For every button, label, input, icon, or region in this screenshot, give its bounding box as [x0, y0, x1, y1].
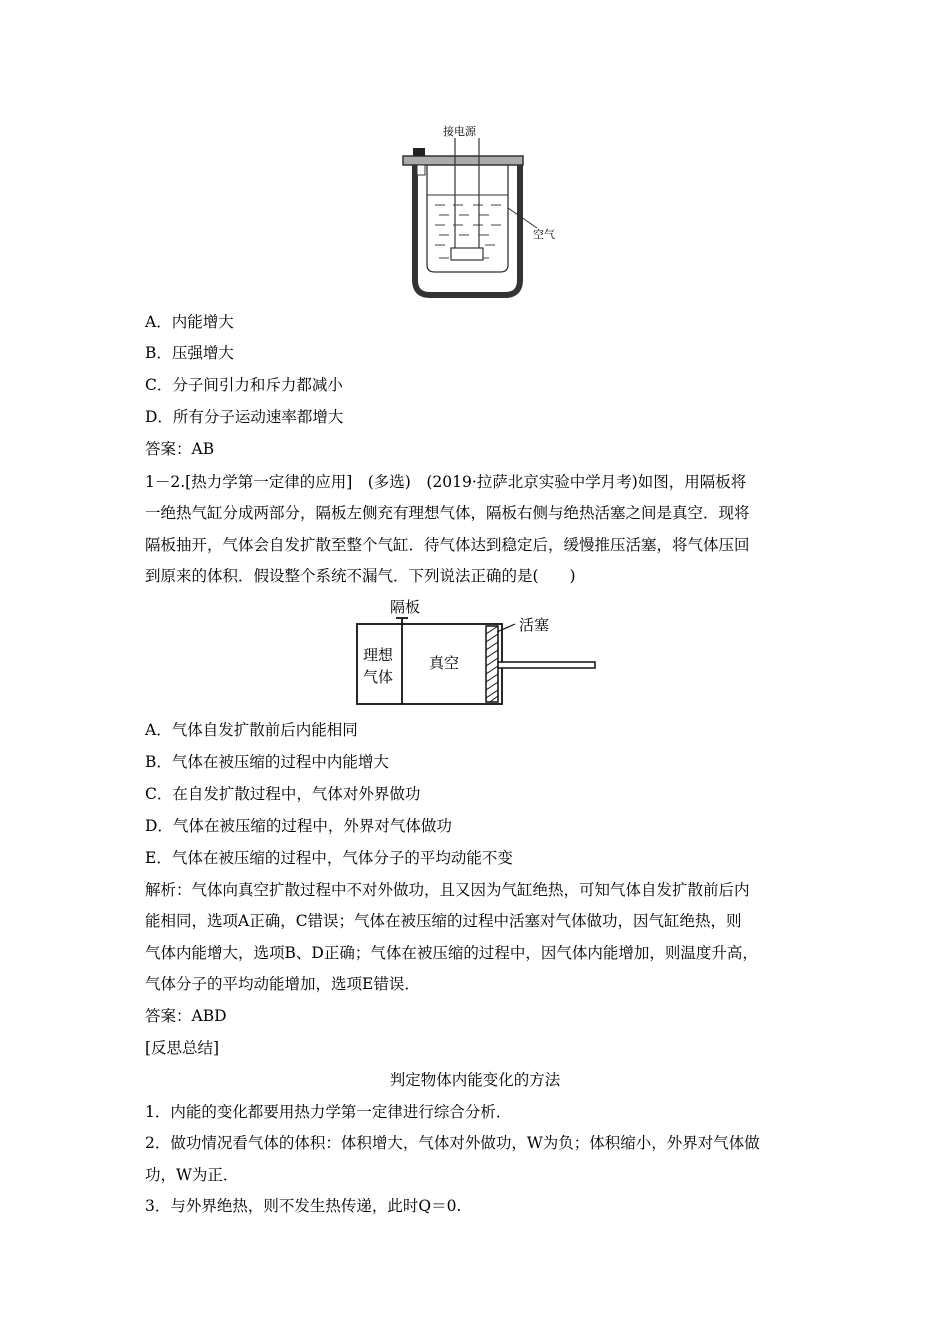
q2-stem-line: 一绝热气缸分成两部分，隔板左侧充有理想气体，隔板右侧与绝热活塞之间是真空．现将 [145, 504, 750, 522]
analysis-line: 解析：气体向真空扩散过程中不对外做功，且又因为气缸绝热，可知气体自发扩散前后内 [145, 881, 750, 899]
label-vacuum: 真空 [429, 654, 460, 672]
q2-stem-line: 到原来的体积．假设整个系统不漏气．下列说法正确的是( ) [145, 567, 576, 585]
q2-option-b: B．气体在被压缩的过程中内能增大 [145, 753, 389, 771]
q2-answer: 答案：ABD [145, 1007, 227, 1025]
figure-container-heater [395, 120, 595, 305]
q2-option-a: A．气体自发扩散前后内能相同 [145, 721, 358, 739]
figure-cylinder-piston [345, 596, 605, 711]
label-air: 空气 [533, 228, 555, 241]
label-power: 接电源 [443, 125, 476, 138]
q2-option-e: E．气体在被压缩的过程中，气体分子的平均动能不变 [145, 849, 513, 867]
q1-answer: 答案：AB [145, 440, 215, 458]
q2-stem-line: 隔板抽开，气体会自发扩散至整个气缸．待气体达到稳定后，缓慢推压活塞，将气体压回 [145, 536, 750, 554]
method-item: 1．内能的变化都要用热力学第一定律进行综合分析． [145, 1103, 512, 1121]
method-item: 功，W为正． [145, 1166, 239, 1184]
method-item: 2．做功情况看气体的体积：体积增大，气体对外做功，W为负；体积缩小，外界对气体做 [145, 1134, 760, 1152]
label-ideal-gas: 理想 [363, 646, 394, 664]
q1-option-d: D．所有分子运动速率都增大 [145, 408, 344, 426]
analysis-line: 气体分子的平均动能增加，选项E错误． [145, 975, 420, 993]
label-partition: 隔板 [390, 598, 421, 616]
q2-option-d: D．气体在被压缩的过程中，外界对气体做功 [145, 817, 452, 835]
method-title: 判定物体内能变化的方法 [389, 1071, 561, 1089]
q2-stem-line: 1－2.[热力学第一定律的应用] (多选) (2019·拉萨北京实验中学月考)如图，用隔板将 [145, 473, 747, 491]
analysis-line: 气体内能增大，选项B、D正确；气体在被压缩的过程中，因气体内能增加，则温度升高， [145, 944, 758, 962]
method-item: 3．与外界绝热，则不发生热传递，此时Q＝0. [145, 1197, 462, 1215]
q1-option-c: C．分子间引力和斥力都减小 [145, 376, 343, 394]
q1-option-a: A．内能增大 [145, 313, 234, 331]
q2-option-c: C．在自发扩散过程中，气体对外界做功 [145, 785, 421, 803]
label-ideal-gas: 气体 [363, 668, 394, 686]
analysis-line: 能相同，选项A正确，C错误；气体在被压缩的过程中活塞对气体做功，因气缸绝热，则 [145, 912, 742, 930]
q1-option-b: B．压强增大 [145, 344, 234, 362]
label-piston: 活塞 [519, 616, 550, 634]
reflection-label: [反思总结] [145, 1039, 220, 1057]
